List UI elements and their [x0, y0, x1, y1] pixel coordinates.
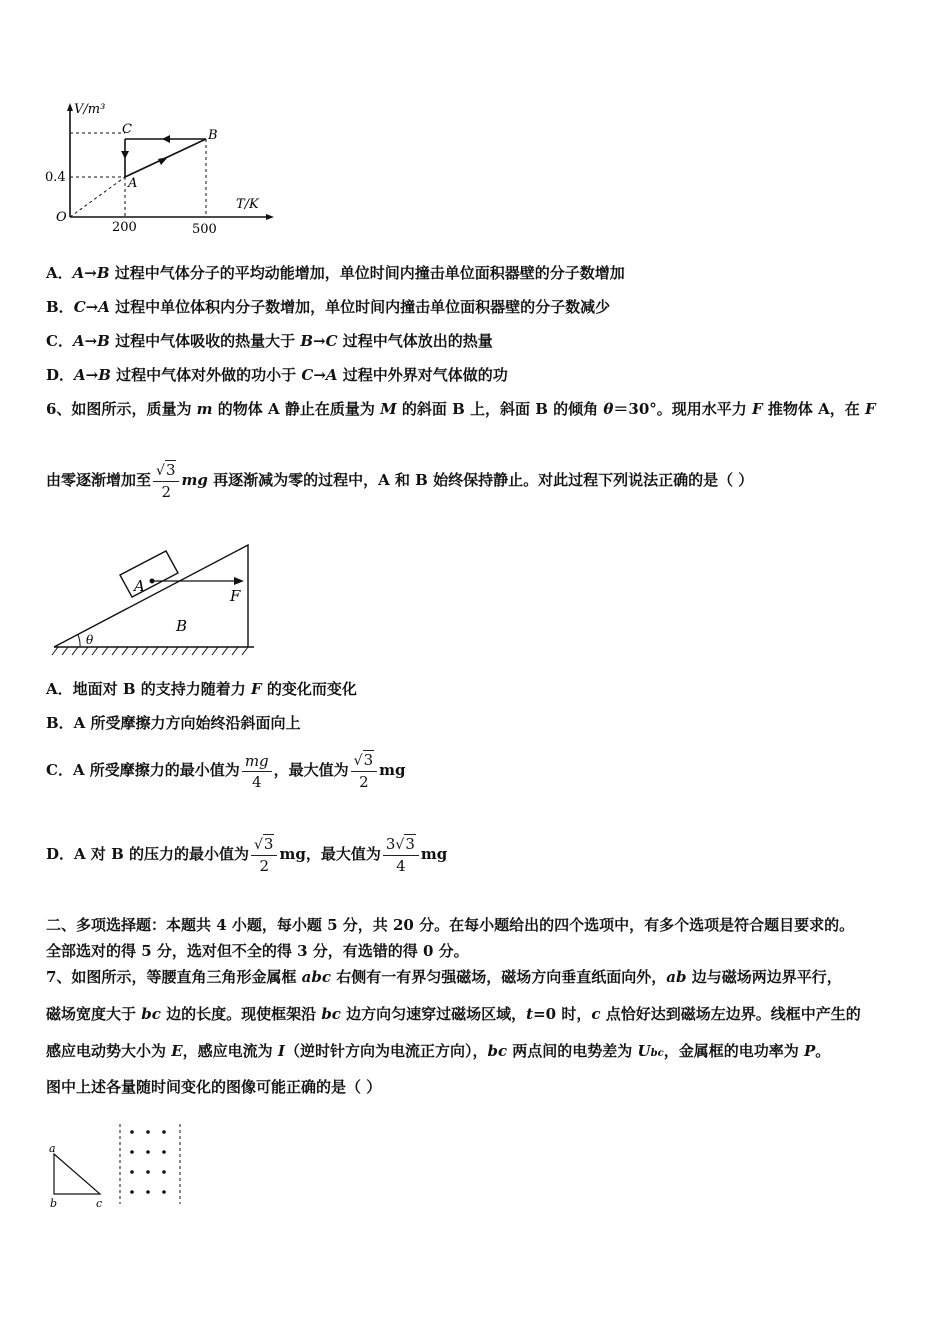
q6-option-b: B．A 所受摩擦力方向始终沿斜面向上	[46, 714, 301, 732]
x-tick-label-200: 200	[112, 220, 137, 235]
origin-label: O	[56, 210, 67, 225]
x-tick-label-500: 500	[192, 222, 217, 237]
q7-stem-line3: 感应电动势大小为 E，感应电流为 I（逆时针方向为电流正方向），bc 两点间的电势差为 Ubc，金属框的电功率为 P。	[46, 1042, 831, 1060]
q6-stem-line1: 6、如图所示，质量为 m 的物体 A 静止在质量为 M 的斜面 B 上，斜面 B 的倾角 θ＝30°。现用水平力 F 推物体 A，在 F	[46, 400, 876, 418]
q6-option-c: C．A 所受摩擦力的最小值为 $\frac{mg}{4}$ ，最大值为 $\frac{√3}{2}$ mg	[46, 751, 406, 791]
x-axis-label: T/K	[236, 197, 259, 212]
q7-stem-line2: 磁场宽度大于 bc 边的长度。现使框架沿 bc 边方向匀速穿过磁场区域，t=0 时，c 点恰好达到磁场左边界。线框中产生的	[46, 1005, 861, 1023]
fraction-mg-over-4: $\frac{mg}{4}$	[242, 751, 272, 792]
theta-label: θ	[86, 633, 94, 647]
fraction-sqrt3-over-2: $\frac{√3}{2}$	[153, 460, 179, 502]
vt-graph-figure	[40, 95, 280, 240]
q5-option-c: C．A→B 过程中气体吸收的热量大于 B→C 过程中气体放出的热量	[46, 332, 493, 350]
magnetic-field-figure	[40, 1120, 200, 1215]
fraction-sqrt3-over-2-c: $\frac{√3}{2}$	[351, 750, 377, 792]
point-a-label: A	[128, 176, 138, 191]
q5-option-d: D．A→B 过程中气体对外做的功小于 C→A 过程中外界对气体做的功	[46, 366, 508, 384]
y-tick-label: 0.4	[45, 170, 66, 185]
incline-figure	[40, 535, 270, 665]
q7-stem-line1: 7、如图所示，等腰直角三角形金属框 abc 右侧有一有界匀强磁场，磁场方向垂直纸面向外，ab 边与磁场两边界平行，	[46, 968, 842, 986]
section2-heading-line2: 全部选对的得 5 分，选对但不全的得 3 分，有选错的得 0 分。	[46, 942, 469, 960]
q6-option-a: A．地面对 B 的支持力随着力 F 的变化而变化	[46, 680, 357, 698]
section2-heading-line1: 二、多项选择题：本题共 4 小题，每小题 5 分，共 20 分。在每小题给出的四个选项中，有多个选项是符合题目要求的。	[46, 916, 855, 934]
point-b-label: B	[208, 128, 218, 143]
incline-b-label: B	[176, 617, 188, 635]
force-f-label: F	[230, 587, 241, 605]
q5-option-b: B．C→A 过程中单位体积内分子数增加，单位时间内撞击单位面积器壁的分子数减少	[46, 298, 611, 316]
y-axis-label: V/m³	[74, 102, 106, 117]
fraction-sqrt3-over-2-d: $\frac{√3}{2}$	[251, 834, 277, 876]
point-c-label: C	[122, 122, 132, 137]
vertex-c-label: c	[96, 1197, 103, 1210]
fraction-3sqrt3-over-4: $\frac{3√3}{4}$	[383, 834, 419, 876]
vertex-a-label: a	[49, 1142, 56, 1155]
vertex-b-label: b	[50, 1197, 58, 1210]
q7-stem-line4: 图中上述各量随时间变化的图像可能正确的是（ ）	[46, 1078, 382, 1096]
q5-option-a: A．A→B 过程中气体分子的平均动能增加，单位时间内撞击单位面积器壁的分子数增加	[46, 264, 625, 282]
block-a-label: A	[134, 577, 145, 595]
q6-stem-line2: 由零逐渐增加至 $\frac{√3}{2}$ mg 再逐渐减为零的过程中，A 和 B 始终保持静止。对此过程下列说法正确的是（ ）	[46, 461, 754, 501]
q6-option-d: D．A 对 B 的压力的最小值为 $\frac{√3}{2}$ mg，最大值为 $\frac{3√3}{4}$ mg	[46, 835, 448, 875]
